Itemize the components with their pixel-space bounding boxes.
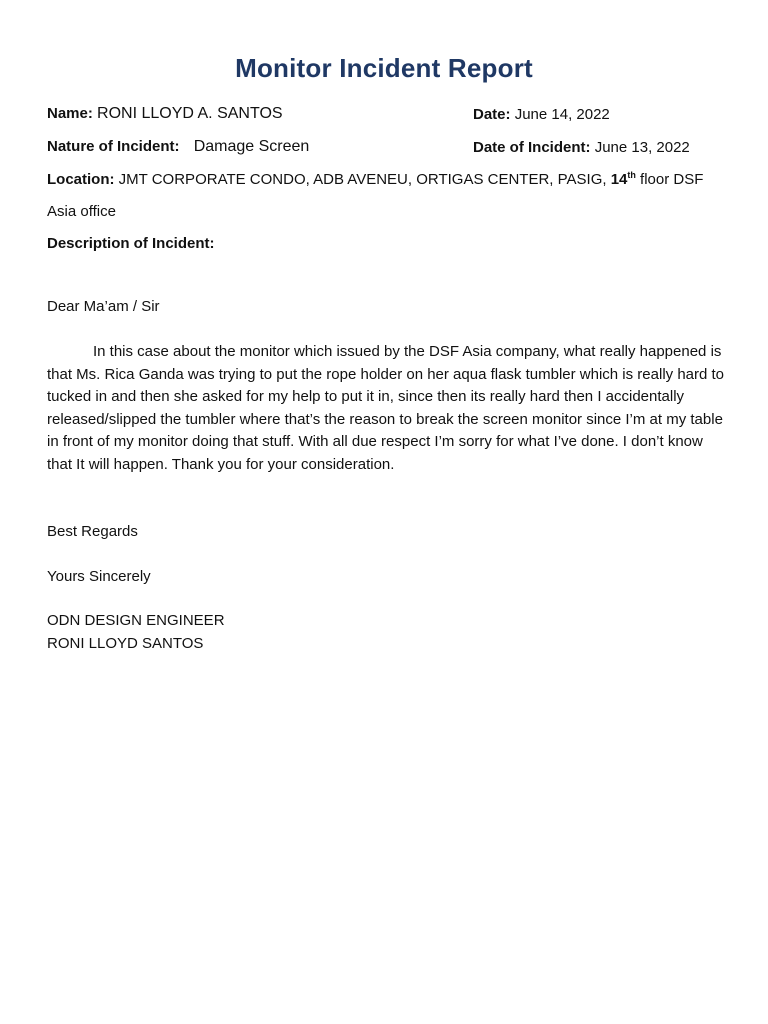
date-label: Date: [473,106,511,123]
location-label: Location: [47,171,115,188]
date-row [473,105,610,125]
location-line2: Asia office [47,203,116,220]
signature-name: RONI LLOYD SANTOS [47,635,204,652]
nature-row [47,137,309,157]
name-label: Name: [47,105,93,122]
location-floor-rest: floor DSF [635,171,704,188]
salutation: Dear Ma’am / Sir [47,298,160,315]
name-row [47,104,283,124]
closing-best-regards: Best Regards [47,523,138,540]
name-value: RONI LLOYD A. SANTOS [97,105,283,122]
date-of-incident-row [473,138,690,158]
location-value: JMT CORPORATE CONDO, ADB AVENEU, ORTIGAS CENTER, PASIG, [118,171,611,188]
nature-value: Damage Screen [193,138,310,155]
signature-title: ODN DESIGN ENGINEER [47,612,225,629]
location-floor-suffix: th [627,170,636,180]
location-row [47,170,703,190]
location-floor-number: 14 [610,171,628,188]
incident-description: In this case about the monitor which issued by the DSF Asia company, what really happened is that Ms. Rica Ganda was trying to put the rope holder on her aqua flask tumbler which is really hard to tucked in and then she asked for my help to put it in, since then its really hard then I accidentally released/slipped the tumbler where that’s the reason to break the screen monitor since I’m at my table in front of my monitor doing that stuff. With all due respect I’m sorry for what I’ve done. I don’t know that It will happen. Thank you for your consideration. [47,343,725,473]
page-title: Monitor Incident Report [235,53,533,83]
date-of-incident-label: Date of Incident: [473,139,591,156]
date-value: June 14, 2022 [514,106,610,123]
closing-yours-sincerely: Yours Sincerely [47,568,151,585]
date-of-incident-value: June 13, 2022 [594,139,690,156]
nature-label: Nature of Incident: [47,138,180,155]
description-label: Description of Incident: [47,235,215,252]
